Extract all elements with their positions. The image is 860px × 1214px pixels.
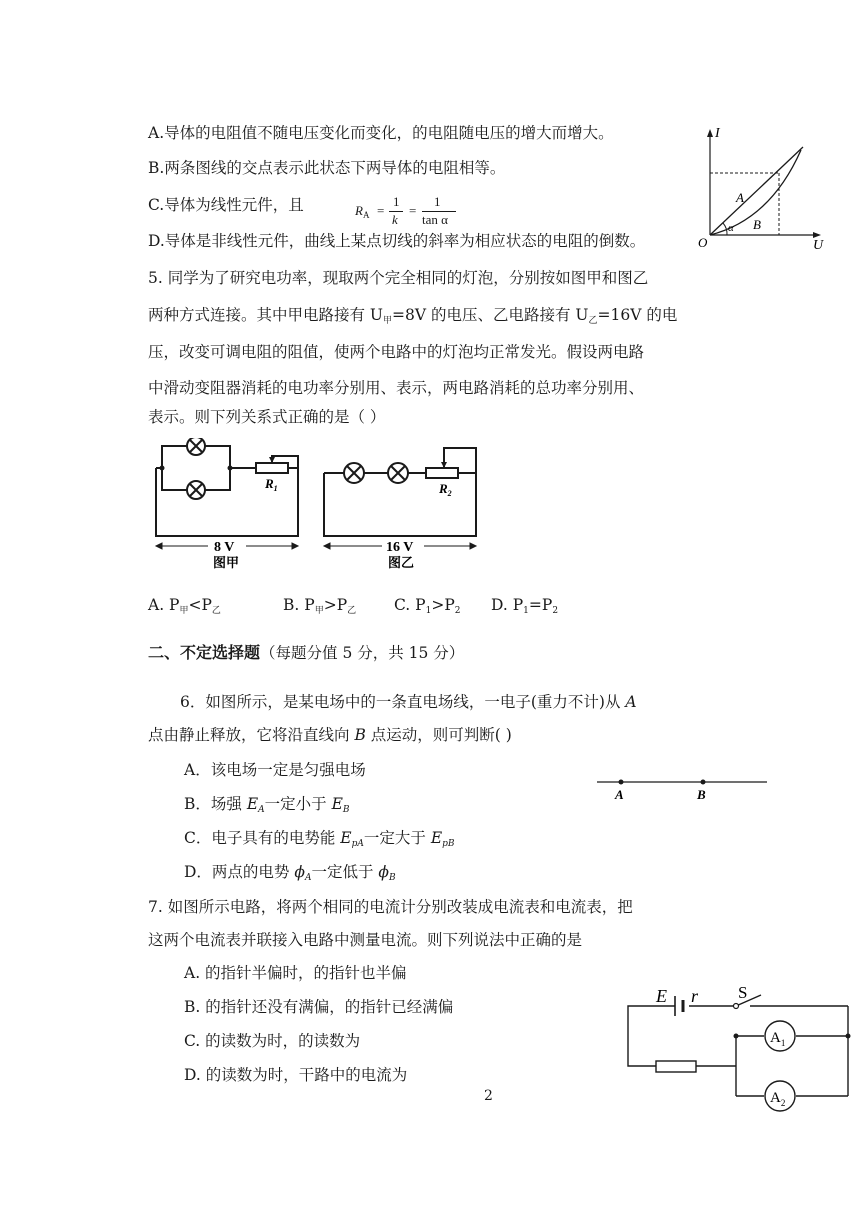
ammeter-a2-label: $A_2$: [770, 1090, 786, 1108]
q4-option-b: B.两条图线的交点表示此状态下两导体的电阻相等。: [148, 159, 506, 177]
graph-curve-b-label: B: [753, 217, 761, 232]
circuit-yi: [316, 438, 486, 570]
q5-line-4: 中滑动变阻器消耗的电功率分别用、表示，两电路消耗的总功率分别用、: [148, 379, 645, 397]
graph-y-label: I: [715, 126, 720, 141]
formula-eq1: =: [377, 203, 385, 218]
q4-option-c: C.导体为线性元件，且: [148, 196, 304, 214]
formula-lhs: $R_A$: [355, 203, 370, 220]
point-b-label: B: [697, 787, 706, 802]
q5-option-d: D. $P_1=P_2$: [491, 596, 559, 616]
q6-option-b: B．场强 $E_A$一定小于 $E_B$: [184, 795, 350, 815]
q5-line-1: 5. 同学为了研究电功率，现取两个完全相同的灯泡，分别按如图甲和图乙: [148, 269, 649, 287]
q4-formula: [355, 190, 465, 234]
r2-label: $R_2$: [439, 481, 452, 498]
formula-num2: 1: [434, 194, 441, 209]
emf-label: E: [656, 986, 667, 1006]
q6-option-c: C．电子具有的电势能 $E_{pA}$一定大于 $E_{pB}$: [184, 829, 455, 849]
q7-option-c: C. 的读数为时，的读数为: [184, 1032, 361, 1050]
switch-label: S: [738, 983, 748, 1002]
voltage-jia-label: 8 V: [214, 540, 235, 555]
q7-line-2: 这两个电流表并联接入电路中测量电流。则下列说法中正确的是: [148, 931, 583, 949]
caption-jia: 图甲: [213, 555, 240, 570]
q6-option-a: A．该电场一定是匀强电场: [184, 761, 366, 779]
circuit-jia: [148, 438, 308, 570]
formula-num1: 1: [393, 194, 400, 209]
formula-den2: tan α: [422, 212, 448, 227]
q5-option-b: B. $P_甲>P_乙$: [283, 596, 357, 616]
q7-option-d: D. 的读数为时，干路中的电流为: [184, 1066, 408, 1084]
graph-curve-a-label: A: [736, 190, 744, 205]
formula-den1: k: [392, 212, 398, 227]
q6-line-2: 点由静止释放，它将沿直线向 B 点运动，则可判断( ): [148, 726, 512, 744]
q4-option-a: A.导体的电阻值不随电压变化而变化，的电阻随电压的增大而增大。: [148, 124, 614, 142]
q5-option-c: C. $P_1>P_2$: [394, 596, 461, 616]
q5-option-a: A. $P_甲<P_乙$: [148, 596, 221, 616]
graph-x-label: U: [813, 238, 824, 250]
q7-circuit: [620, 982, 855, 1114]
caption-yi: 图乙: [388, 555, 415, 570]
page-number: 2: [484, 1088, 493, 1104]
q5-line-3: 压，改变可调电阻的阻值，使两个电路中的灯泡均正常发光。假设两电路: [148, 343, 645, 361]
iu-graph: [695, 125, 830, 250]
graph-angle-label: α: [728, 222, 734, 234]
q6-option-d: D．两点的电势 $\phi_A$一定低于 $\phi_B$: [184, 863, 396, 883]
q7-option-a: A. 的指针半偏时，的指针也半偏: [184, 964, 407, 982]
q5-line-5: 表示。则下列关系式正确的是（ ）: [148, 408, 386, 426]
section-2-heading: 二、不定选择题（每题分值 5 分，共 15 分）: [148, 643, 465, 662]
point-a-label: A: [615, 787, 624, 802]
q6-line-1: 6．如图所示，是某电场中的一条直电场线，一电子(重力不计)从 A: [180, 693, 637, 711]
r1-label: $R_1$: [265, 476, 278, 493]
q5-line-2: 两种方式连接。其中甲电路接有 $U_甲=8V$ 的电压、乙电路接有 $U_乙=16V$ 的电: [148, 306, 678, 326]
q7-option-b: B. 的指针还没有满偏，的指针已经满偏: [184, 998, 454, 1016]
internal-r-label: r: [691, 986, 699, 1006]
formula-eq2: =: [409, 203, 417, 218]
graph-origin-label: O: [698, 235, 708, 250]
voltage-yi-label: 16 V: [386, 540, 414, 555]
q7-line-1: 7. 如图所示电路，将两个相同的电流计分别改装成电流表和电流表，把: [148, 898, 633, 916]
ammeter-a1-label: $A_1$: [770, 1030, 786, 1048]
q4-option-d: D.导体是非线性元件，曲线上某点切线的斜率为相应状态的电阻的倒数。: [148, 232, 646, 250]
field-line-figure: [595, 770, 775, 806]
